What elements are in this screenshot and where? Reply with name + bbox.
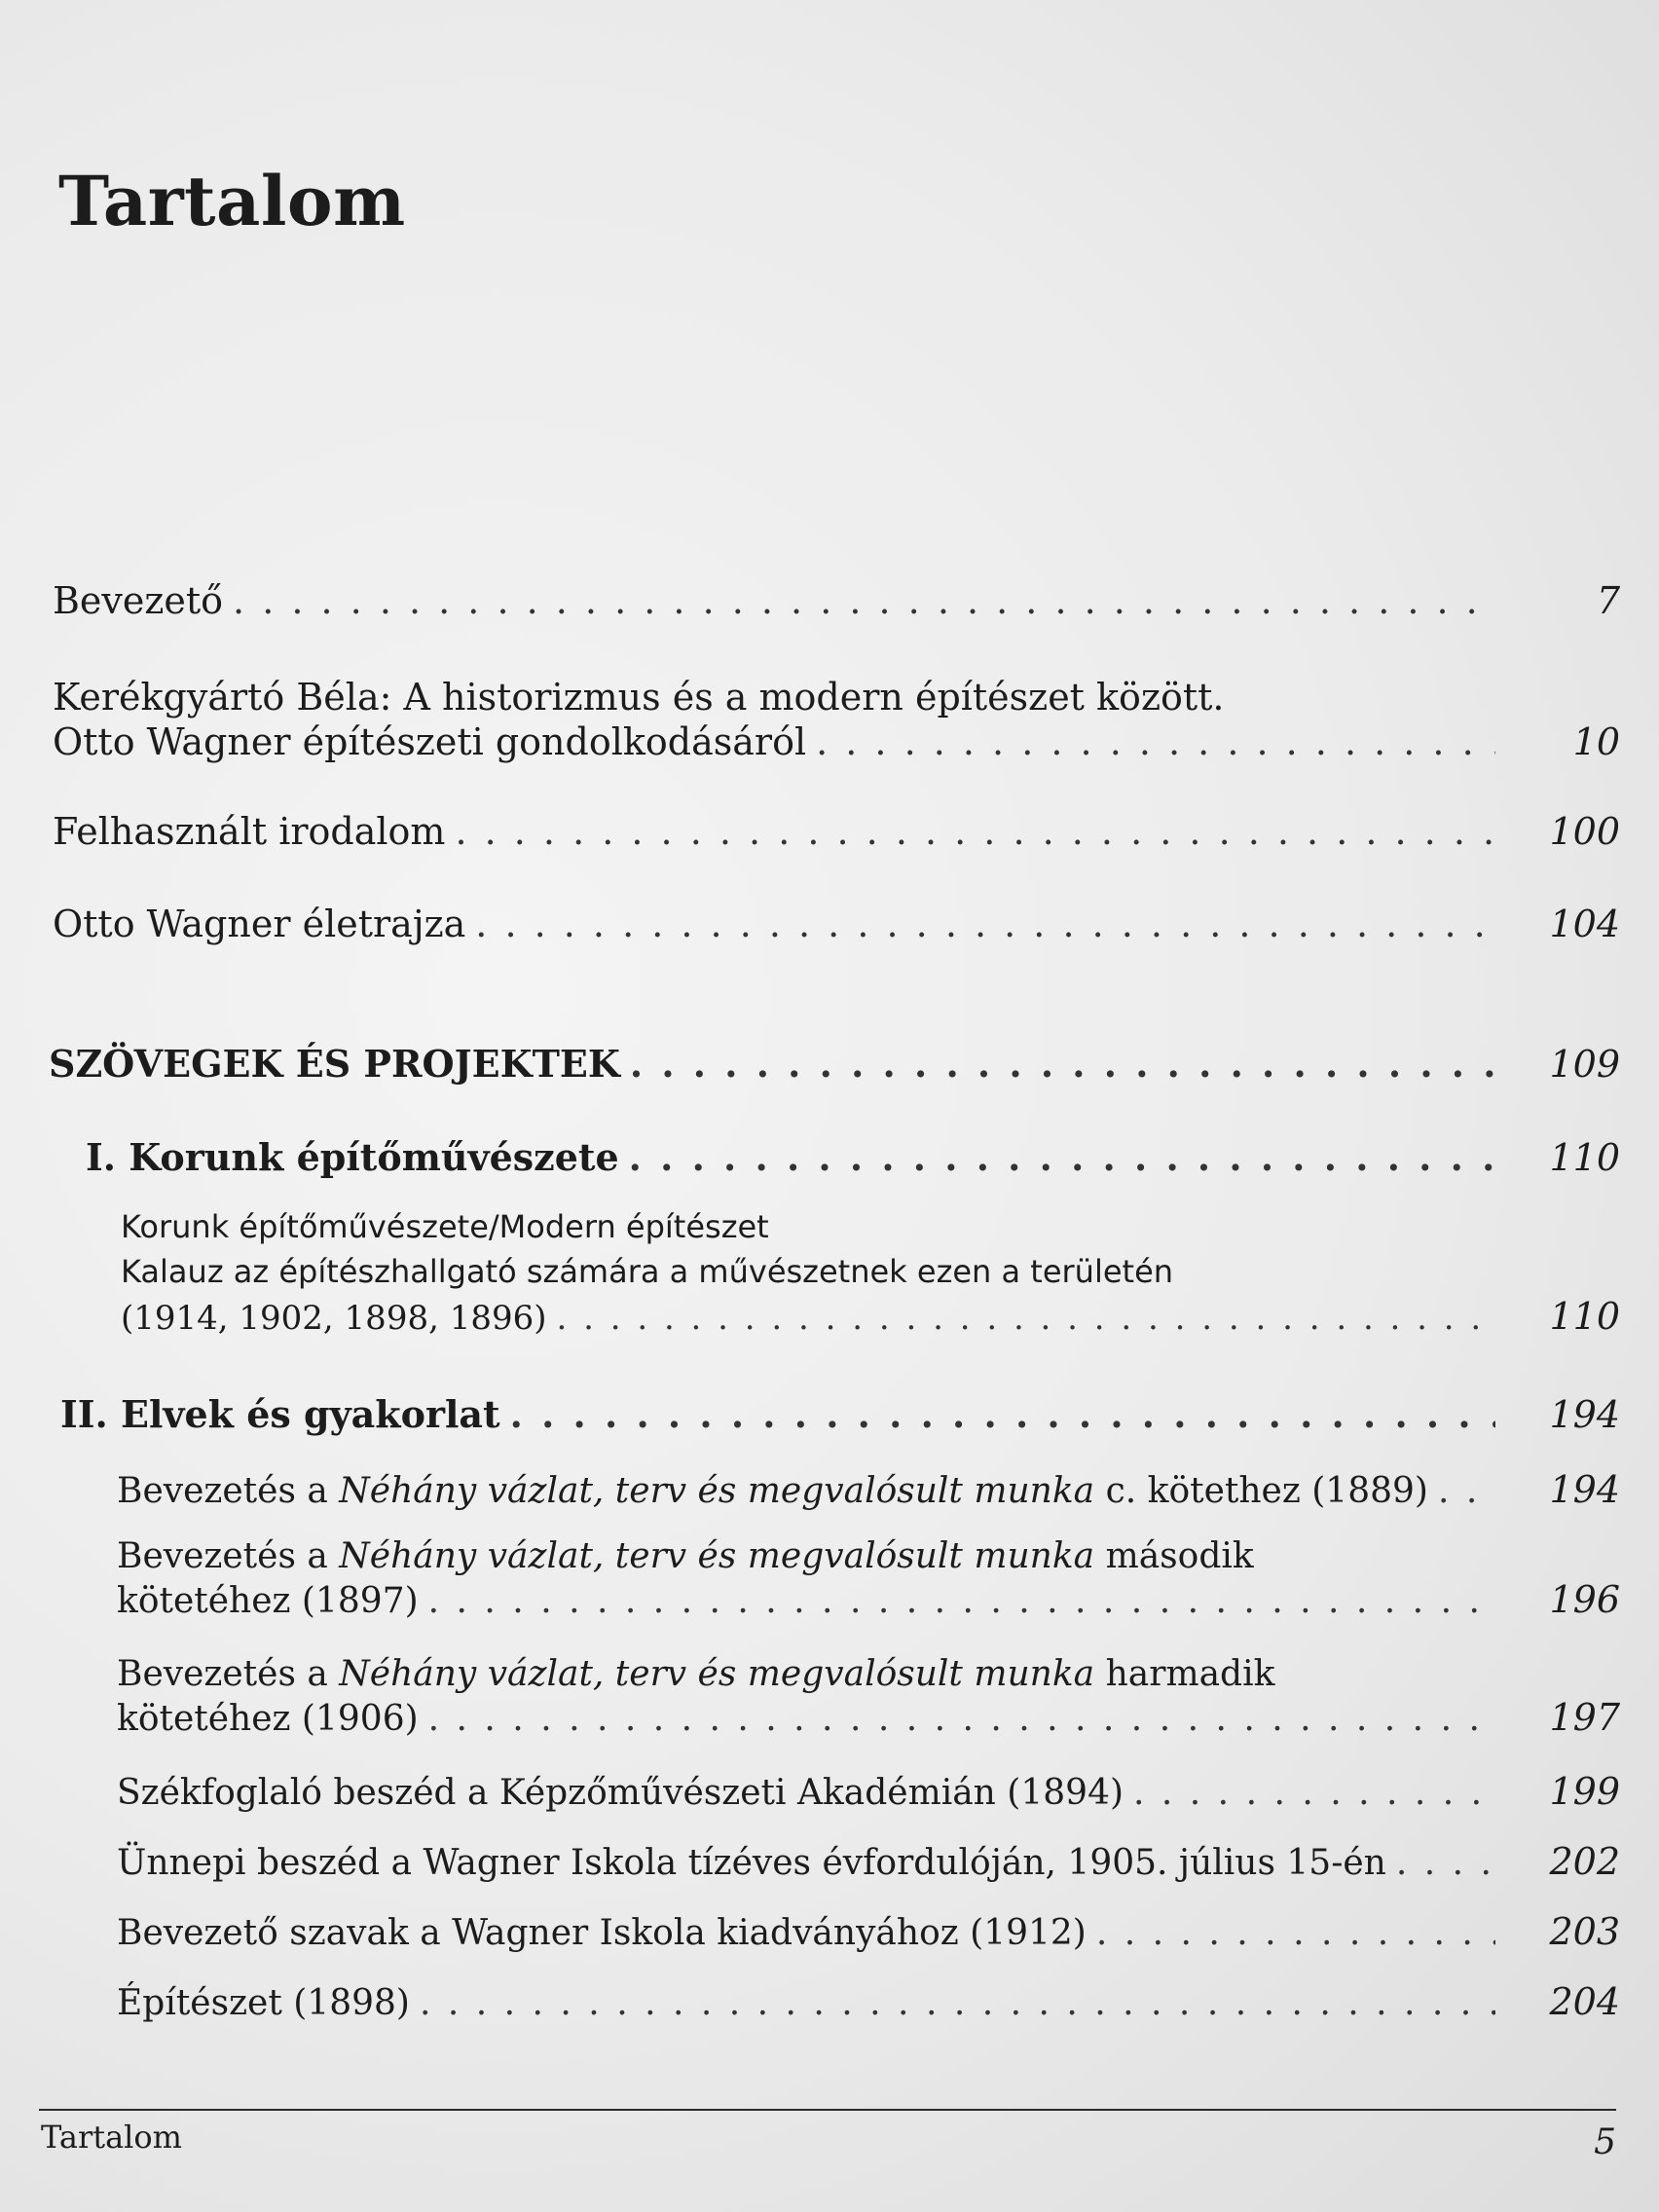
toc-entry-title: Bevezetés a Néhány vázlat, terv és megvalósult munka c. kötethez (1889) bbox=[117, 1471, 1428, 1511]
running-footer-title: Tartalom bbox=[41, 2119, 183, 2156]
toc-entry-page: 7 bbox=[1596, 579, 1620, 622]
toc-entry-title: Kerékgyártó Béla: A historizmus és a modern építészet között. bbox=[53, 676, 1225, 719]
toc-chapter[interactable] bbox=[86, 1135, 1620, 1180]
toc-entry-page: 104 bbox=[1549, 903, 1620, 945]
leader-dots bbox=[420, 1982, 1495, 2025]
toc-entry-title: Otto Wagner életrajza bbox=[53, 903, 466, 945]
toc-entry-page: 109 bbox=[1549, 1043, 1620, 1086]
leader-dots bbox=[233, 578, 1495, 623]
toc-entry[interactable] bbox=[53, 578, 1620, 623]
toc-entry-page: 204 bbox=[1549, 1980, 1620, 2023]
toc-entry[interactable] bbox=[117, 1468, 1620, 1513]
toc-entry-page: 194 bbox=[1549, 1468, 1620, 1511]
toc-entry[interactable] bbox=[53, 809, 1620, 854]
toc-chapter[interactable] bbox=[60, 1392, 1620, 1437]
leader-dots bbox=[510, 1392, 1495, 1437]
toc-entry-page: 196 bbox=[1549, 1578, 1620, 1621]
toc-entry-title: Bevezető szavak a Wagner Iskola kiadványához (1912) bbox=[117, 1913, 1087, 1953]
toc-entry-title: I. Korunk építőművészete bbox=[86, 1135, 619, 1179]
footer-rule bbox=[39, 2109, 1616, 2111]
toc-entry-page: 199 bbox=[1549, 1770, 1620, 1813]
toc-entry-page: 10 bbox=[1572, 720, 1620, 763]
toc-entry-page: 100 bbox=[1549, 810, 1620, 853]
leader-dots bbox=[1133, 1772, 1495, 1815]
toc-entry-title: Bevezetés a Néhány vázlat, terv és megvalósult munka második bbox=[117, 1536, 1254, 1576]
leader-dots bbox=[455, 809, 1495, 854]
toc-entry-title: Építészet (1898) bbox=[117, 1983, 410, 2023]
page-title: Tartalom bbox=[58, 161, 406, 241]
toc-entry-subtitle: Otto Wagner építészeti gondolkodásáról bbox=[53, 720, 807, 763]
toc-entry-title: Korunk építőművészete/Modern építészet bbox=[121, 1208, 769, 1245]
toc-entry[interactable] bbox=[53, 902, 1620, 946]
leader-dots bbox=[816, 719, 1495, 764]
leader-dots bbox=[629, 1135, 1495, 1180]
toc-entry-page: 194 bbox=[1549, 1393, 1620, 1436]
leader-dots bbox=[1396, 1842, 1495, 1885]
toc-entry-years: (1914, 1902, 1898, 1896) bbox=[121, 1299, 547, 1338]
toc-entry-subtitle: Kalauz az építészhallgató számára a művészetnek ezen a területén bbox=[121, 1253, 1174, 1290]
leader-dots bbox=[428, 1580, 1495, 1623]
toc-entry[interactable] bbox=[117, 1535, 1620, 1623]
toc-entry[interactable] bbox=[117, 1910, 1620, 1955]
leader-dots bbox=[1438, 1470, 1495, 1513]
toc-entry-title: Bevezetés a Néhány vázlat, terv és megvalósult munka harmadik bbox=[117, 1654, 1275, 1694]
toc-entry[interactable] bbox=[117, 1653, 1620, 1741]
toc-entry[interactable] bbox=[121, 1204, 1620, 1341]
toc-entry-page: 202 bbox=[1549, 1840, 1620, 1883]
toc-entry-title: Ünnepi beszéd a Wagner Iskola tízéves évfordulóján, 1905. július 15-én bbox=[117, 1843, 1386, 1883]
toc-entry[interactable] bbox=[117, 1770, 1620, 1815]
toc-entry[interactable] bbox=[117, 1840, 1620, 1885]
leader-dots bbox=[1096, 1912, 1495, 1955]
toc-entry-subtitle: kötetéhez (1906) bbox=[117, 1699, 419, 1739]
toc-entry[interactable] bbox=[53, 675, 1620, 764]
toc-entry-page: 203 bbox=[1549, 1910, 1620, 1953]
toc-entry-page: 197 bbox=[1549, 1696, 1620, 1739]
toc-entry-title: II. Elvek és gyakorlat bbox=[60, 1392, 500, 1436]
toc-entry-page: 110 bbox=[1549, 1295, 1620, 1338]
toc-entry-title: Felhasznált irodalom bbox=[53, 810, 446, 853]
leader-dots bbox=[475, 902, 1495, 946]
toc-entry[interactable] bbox=[117, 1980, 1620, 2025]
leader-dots bbox=[556, 1296, 1495, 1341]
toc-entry-subtitle: kötetéhez (1897) bbox=[117, 1581, 419, 1621]
toc-entry-title: Bevezető bbox=[53, 579, 224, 622]
toc-section-heading[interactable] bbox=[49, 1042, 1620, 1087]
toc-entry-title: Székfoglaló beszéd a Képzőművészeti Akadémián (1894) bbox=[117, 1773, 1124, 1813]
leader-dots bbox=[428, 1698, 1495, 1741]
leader-dots bbox=[630, 1042, 1495, 1087]
toc-entry-title: SZÖVEGEK ÉS PROJEKTEK bbox=[49, 1042, 620, 1086]
toc-entry-page: 110 bbox=[1549, 1136, 1620, 1179]
page-number: 5 bbox=[1594, 2122, 1616, 2162]
